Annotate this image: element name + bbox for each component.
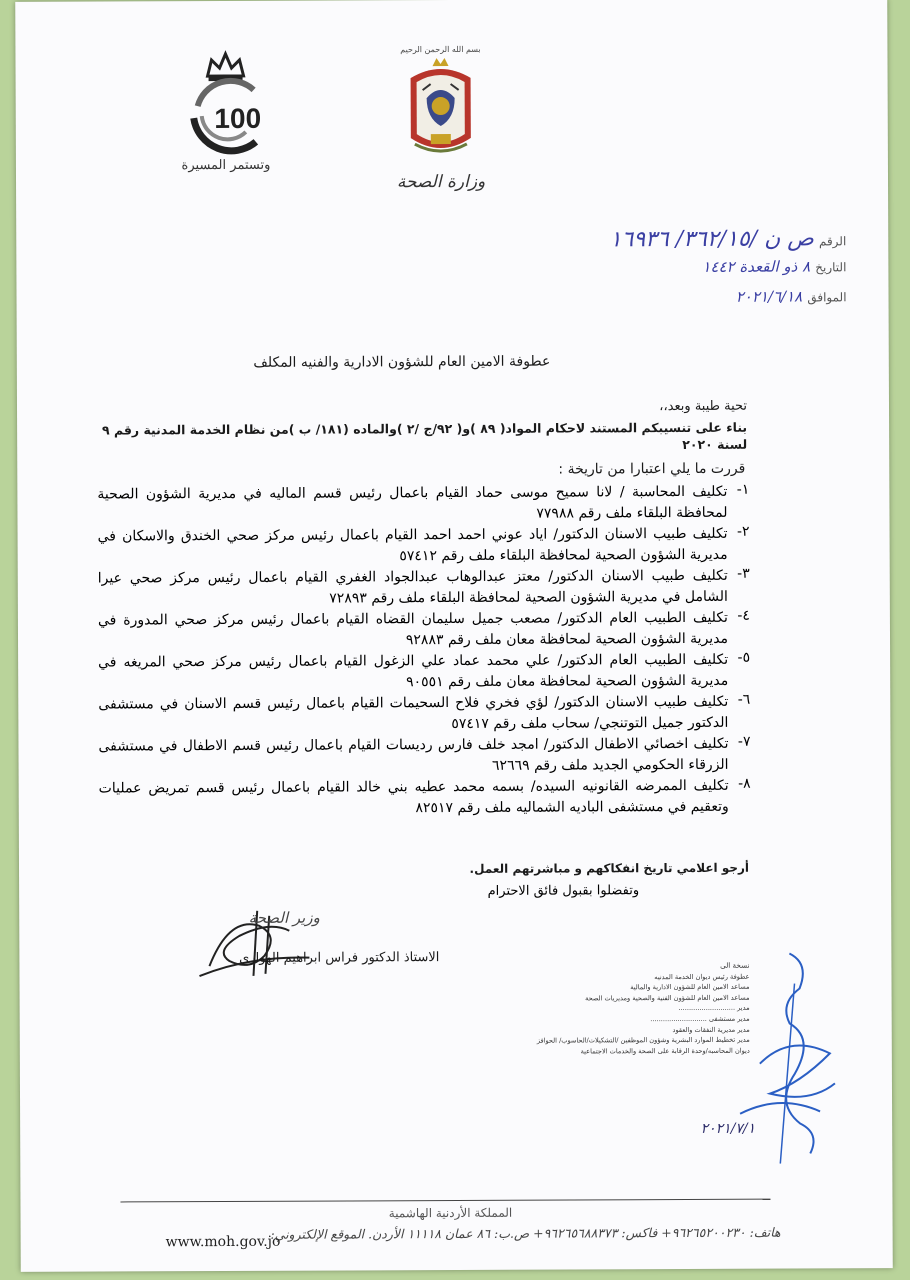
copy-recipient: ديوان المحاسبه/وحدة الرقابة على الصحة والخدمات الاجتماعية (580, 1046, 750, 1056)
item-number: ٨- (738, 775, 751, 792)
item-number: ٣- (737, 565, 750, 582)
footer-contact: هاتف: ٩٦٢٦٥٢٠٠٢٣٠+ فاكس: ٩٦٢٦٥٦٨٨٣٧٣+ ص.ب: ٨٦ عمان ١١١١٨ الأردن. الموقع الإلكتروني: (270, 1224, 781, 1242)
item-text: تكليف اخصائي الاطفال الدكتور/ امجد خلف فارس رديسات القيام باعمال رئيس قسم الاطفال في مستشفى الزرقاء الحكومي الجديد ملف رقم ٦٢٦٦٩ (98, 735, 729, 774)
crown-icon (175, 46, 275, 156)
reference-corresponding-value: ٢٠٢١/٦/١٨ (735, 287, 803, 306)
item-text: تكليف الطبيب العام الدكتور/ مصعب جميل سليمان القضاه القيام باعمال رئيس مركز صحي المدورة في مديرية الشؤون الصحية لمحافظة معان ملف رقم ٩٢٨٨٣ (97, 609, 729, 648)
footer-divider (120, 1199, 770, 1203)
item-text: تكليف الطبيب العام الدكتور/ علي محمد عماد علي الزغول القيام باعمال رئيس مركز صحي المريغه في مديرية الشؤون الصحية لمحافظة معان ملف رقم ٩٠٥٥١ (98, 651, 729, 690)
assignment-list (97, 482, 750, 821)
closing-request: أرجو اعلامي تاريخ انفكاكهم و مباشرتهم العمل. (469, 860, 750, 876)
svg-text:100: 100 (214, 102, 262, 135)
copy-recipient: عطوفة رئيس ديوان الخدمة المدنيه (654, 972, 750, 981)
list-item (98, 566, 750, 610)
decision-intro: قررت ما يلي اعتبارا من تاريخة : (558, 460, 746, 478)
item-number: ١- (736, 481, 750, 498)
legal-basis: بناء على تنسيبكم المستند لاحكام المواد( ٨٩ )و( ٩٢/ج /٢ )والماده (١٨١/ ب )من نظام الخدمة المدنية رقم ٩ لسنة ٢٠٢٠ (101, 419, 748, 453)
basmala-text: بسم الله الرحمن الرحيم (400, 44, 481, 55)
item-text: تكليف طبيب الاسنان الدكتور/ اياد عوني احمد احمد القيام باعمال رئيس مركز صحي الخندق والاسكان في مديرية الشؤون الصحية لمحافظة البلقاء ملف رقم ٥٧٤١٢ (97, 525, 728, 564)
greeting: تحية طيبة وبعد،، (659, 398, 748, 415)
list-item (98, 734, 750, 778)
item-number: ٢- (736, 523, 750, 540)
reference-number-label: الرقم (818, 234, 847, 249)
copy-recipient: مدير مديرية النفقات والعقود (672, 1025, 750, 1034)
footer-kingdom: المملكة الأردنية الهاشمية (388, 1205, 513, 1221)
list-item (98, 650, 750, 694)
addressee: عطوفة الامين العام للشؤون الادارية والفنيه المكلف (253, 353, 551, 371)
centennial-tagline: وتستمر المسيرة (181, 157, 271, 174)
copy-recipient: مساعد الامين العام للشؤون الفنية والصحية ومديريات الصحة (585, 993, 750, 1003)
reference-block (486, 226, 846, 318)
coat-of-arms (385, 45, 496, 215)
reference-corresponding-label: الموافق (807, 290, 847, 305)
approval-signature (719, 943, 850, 1174)
reference-number-value: ص ن /٣٦٢/١٥/ ١٦٩٣٦ (609, 226, 814, 253)
copy-recipient: مدير تخطيط الموارد البشرية وشؤون الموظفين /التشكيلات/الحاسوب/ الحوافز (536, 1035, 750, 1045)
reference-date-row (486, 256, 846, 288)
copies-heading: نسخة الى (720, 960, 750, 970)
item-text: تكليف الممرضه القانونيه السيده/ بسمه محمد عطيه بني خالد القيام باعمال رئيس قسم تمريض عمليات وتعقيم في مستشفى الباديه الشماليه ملف رقم ٨٢٥١٧ (98, 777, 729, 816)
item-text: تكليف المحاسبة / لانا سميح موسى حماد القيام باعمال رئيس قسم الماليه في مديرية الشؤون الصحية لمحافظة البلقاء ملف رقم ٧٧٩٨٨ (97, 483, 728, 522)
item-text: تكليف طبيب الاسنان الدكتور/ لؤي فخري فلاح السحيمات القيام باعمال رئيس قسم الاسنان في مستشفى الدكتور جميل التوتنجي/ سحاب ملف رقم ٥٧٤١٧ (98, 693, 729, 732)
letter-page (15, 0, 893, 1272)
list-item (98, 524, 750, 568)
reference-number-row (486, 226, 846, 258)
item-number: ٥- (737, 649, 751, 666)
reference-corresponding-row (486, 286, 846, 318)
ministry-name: وزارة الصحة (396, 171, 486, 193)
received-date-stamp: ٢٠٢١/٧/١ (700, 1120, 756, 1137)
regards-line: وتفضلوا بقبول فائق الاحترام (487, 883, 640, 899)
list-item (98, 692, 750, 736)
list-item (97, 482, 749, 526)
copies-list (439, 961, 749, 1058)
jordan-emblem-icon (400, 54, 480, 164)
footer-website-link[interactable]: www.moh.gov.jo (165, 1233, 281, 1251)
copy-recipient: مساعد الامين العام للشؤون الادارية والمالية (630, 982, 750, 992)
reference-date-label: التاريخ (815, 260, 847, 275)
copy-recipient: مدير ........................... (678, 1004, 750, 1013)
list-item (98, 608, 750, 652)
centennial-logo (165, 46, 286, 187)
list-item (99, 776, 751, 820)
signatory-title: وزير الصحة (248, 908, 320, 927)
item-number: ٦- (737, 691, 751, 708)
copy-recipient: مدير مستشفى ........................... (650, 1014, 750, 1024)
item-number: ٧- (737, 733, 751, 750)
item-number: ٤- (737, 607, 750, 624)
reference-date-value: ٨ ذو القعدة ١٤٤٢ (702, 257, 811, 276)
item-text: تكليف طبيب الاسنان الدكتور/ معتز عبدالوهاب عبدالجواد الغفري القيام باعمال رئيس مركز صحي عيرا الشامل في مديرية الشؤون الصحية لمحافظة البلقاء ملف رقم ٧٢٨٩٣ (97, 567, 728, 607)
signatory-name: الاستاذ الدكتور فراس ابراهيم الهواري (239, 950, 440, 966)
